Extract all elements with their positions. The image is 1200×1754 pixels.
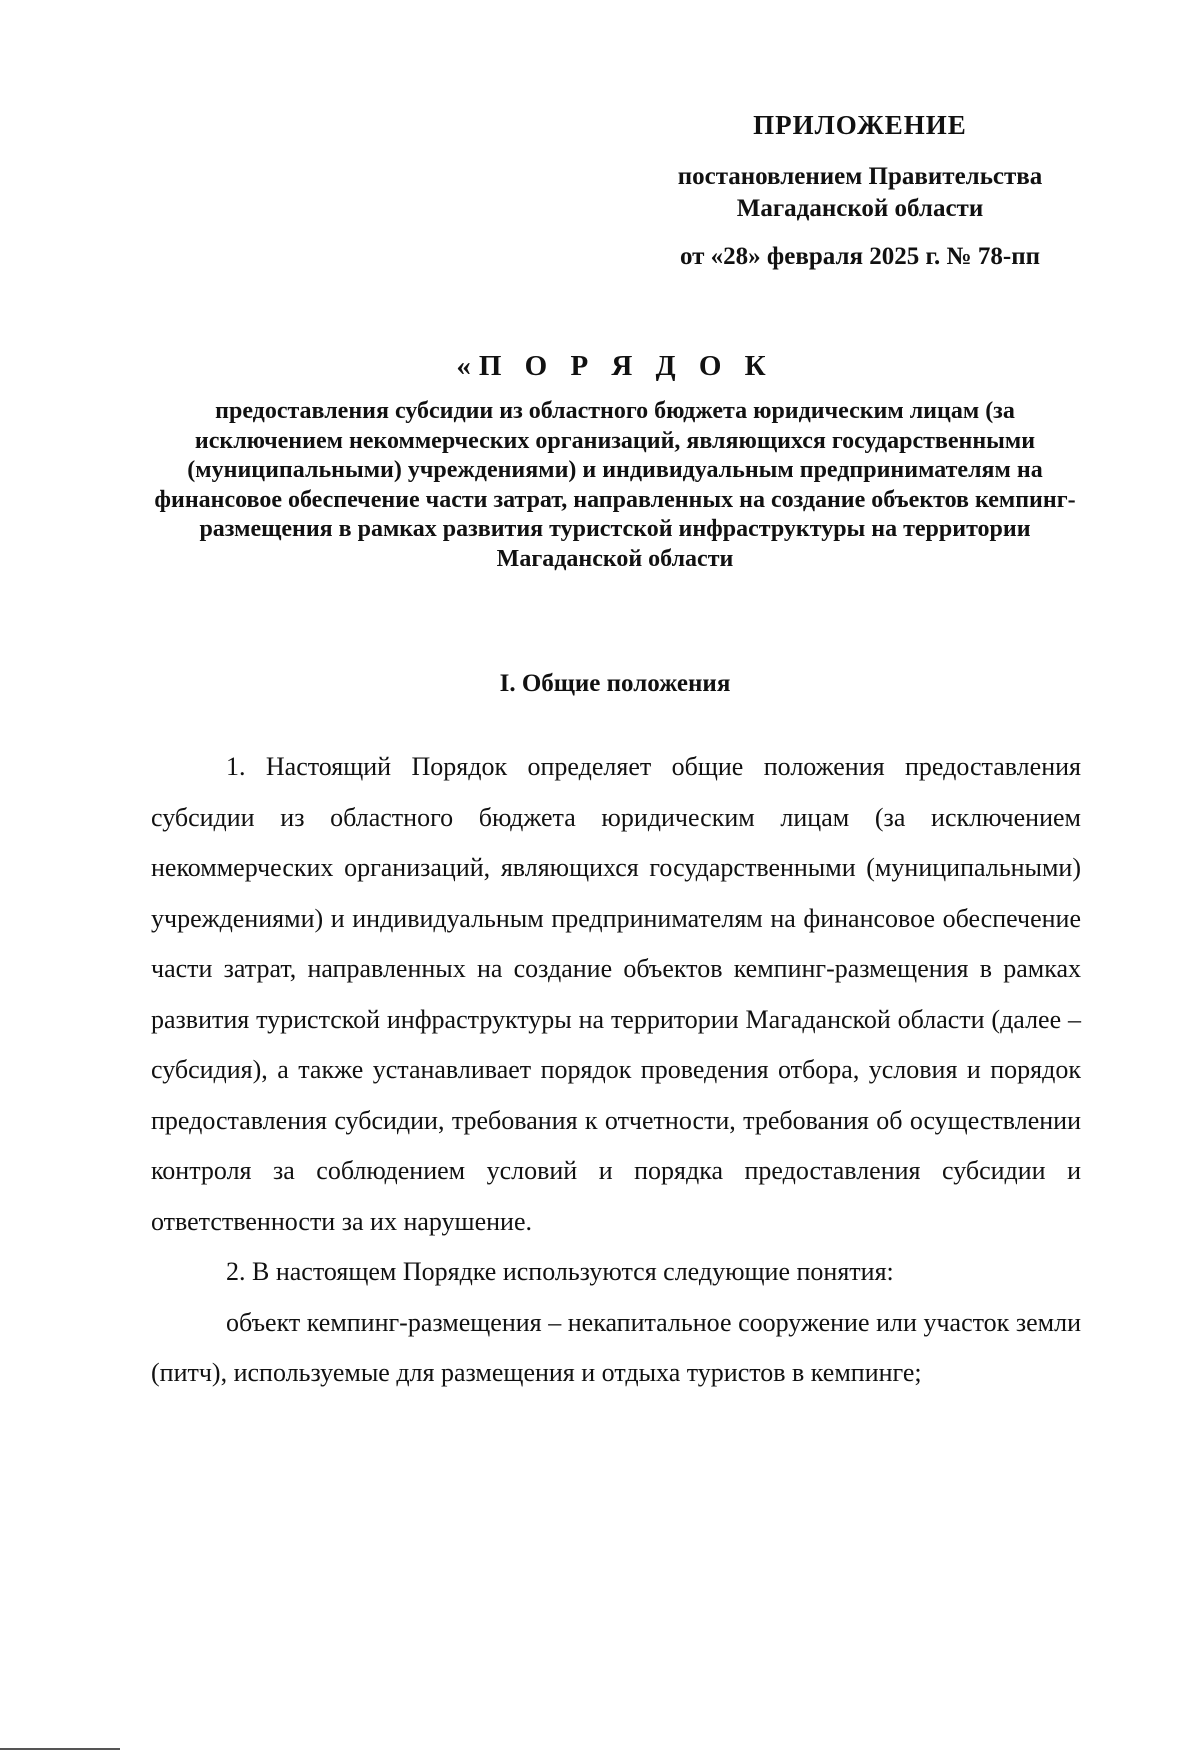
document-subtitle: предоставления субсидии из областного бюджета юридическим лицам (за исключением некоммерческих организаций, являющихся государственными (муниципальными) учреждениями) и индивидуальным предпринимателям на финансовое обеспечение части затрат, направленных на создание объектов кемпинг-размещения в рамках развития туристской инфраструктуры на территории Магаданской области [154, 398, 1076, 572]
document-title: «П О Р Я Д О К [456, 350, 774, 382]
section-title: I. Общие положения [499, 670, 731, 697]
paragraph-1: 1. Настоящий Порядок определяет общие положения предоставления субсидии из областного бюджета юридическим лицам (за исключением некоммерческих организаций, являющихся государственными (муниципальными) учреждениями) и индивидуальным предпринимателям на финансовое обеспечение части затрат, направленных на создание объектов кемпинг-размещения в рамках развития туристской инфраструктуры на территории Магаданской области (далее – субсидия), а также устанавливает порядок проведения отбора, условия и порядок предоставления субсидии, требования к отчетности, требования об осуществлении контроля за соблюдением условий и порядка предоставления субсидии и ответственности за их нарушение. [151, 752, 1081, 1236]
paragraph-2: 2. В настоящем Порядке используются следующие понятия: [226, 1257, 894, 1286]
appendix-line-1: постановлением Правительства [677, 163, 1043, 190]
appendix-line-2: Магаданской области [736, 195, 984, 222]
appendix-block [640, 110, 1080, 273]
appendix-date: от «28» февраля 2025 г. № 78-пп [679, 243, 1041, 270]
page-edge-mark [0, 1748, 120, 1750]
document-heading [150, 350, 1080, 574]
appendix-title: ПРИЛОЖЕНИЕ [753, 110, 967, 140]
paragraph-3: объект кемпинг-размещения – некапитальное сооружение или участок земли (питч), используемые для размещения и отдыха туристов в кемпинге; [151, 1307, 1081, 1387]
body-text [151, 742, 1081, 1399]
